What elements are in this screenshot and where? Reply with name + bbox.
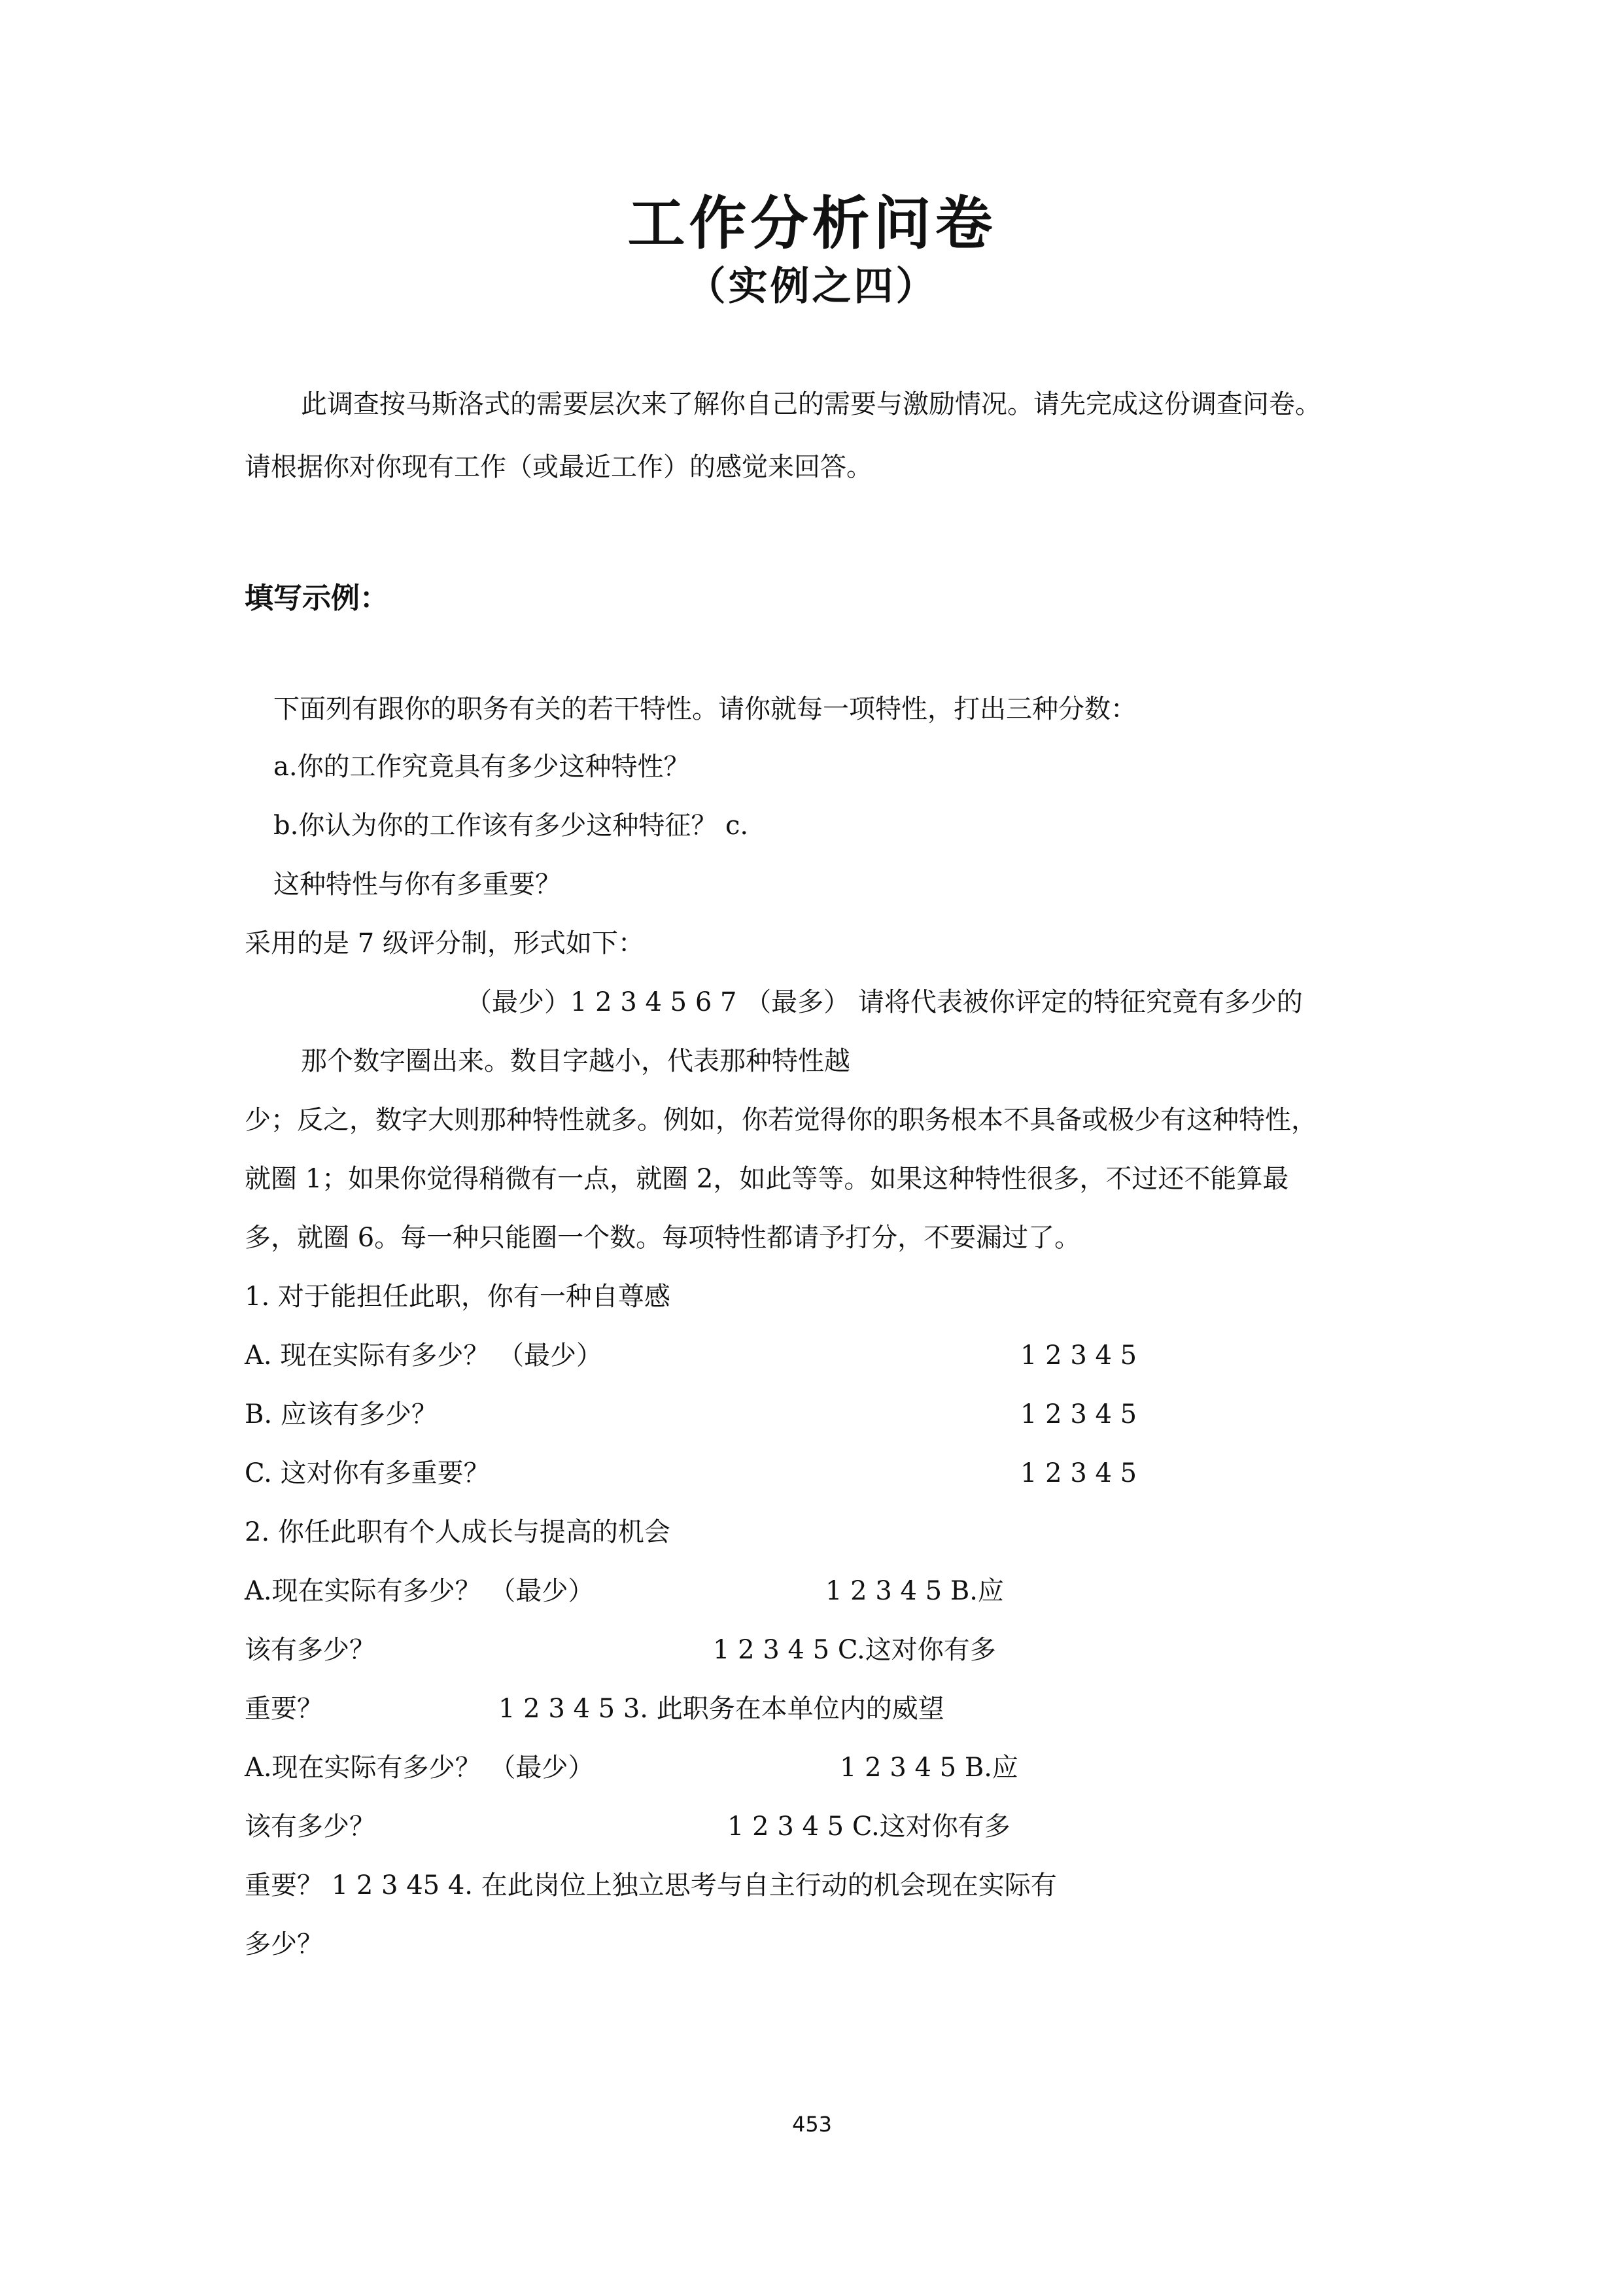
example-heading: 填写示例： (245, 582, 389, 615)
question-1-c-scale: 1 2 3 4 5 (1020, 1458, 1137, 1488)
question-3-row-1-scale: 1 2 3 4 5 B.应 (840, 1753, 1018, 1783)
question-2-row-2-label: 该有多少？ (245, 1635, 375, 1665)
question-3-row-2-label: 该有多少？ (245, 1812, 375, 1842)
question-1-title: 1. 对于能担任此职，你有一种自尊感 (245, 1282, 670, 1312)
page-number: 453 (791, 2112, 833, 2137)
question-1-b-label: B. 应该有多少？ (245, 1399, 438, 1429)
instruction-line-9: 就圈 1；如果你觉得稍微有一点，就圈 2，如此等等。如果这种特性很多，不过还不能算最 (245, 1164, 1289, 1194)
instruction-line-4: 这种特性与你有多重要？ (273, 869, 561, 900)
instruction-line-5: 采用的是 7 级评分制，形式如下： (245, 928, 644, 958)
instruction-line-8: 少；反之，数字大则那种特性就多。例如，你若觉得你的职务根本不具备或极少有这种特性， (245, 1105, 1317, 1135)
question-2-row-3-label: 重要？ (245, 1694, 323, 1724)
instruction-line-2: a.你的工作究竟具有多少这种特性？ (273, 752, 690, 782)
page-subtitle: （实例之四） (686, 264, 938, 309)
page-title: 工作分析问卷 (627, 190, 997, 257)
instruction-line-3: b.你认为你的工作该有多少这种特征？ c. (273, 811, 749, 841)
question-1-a-scale: 1 2 3 4 5 (1020, 1340, 1137, 1371)
question-3-row-2-scale: 1 2 3 4 5 C.这对你有多 (727, 1812, 1011, 1842)
question-2-row-3-scale: 1 2 3 4 5 3. 此职务在本单位内的威望 (498, 1694, 944, 1724)
intro-line-2: 请根据你对你现有工作（或最近工作）的感觉来回答。 (245, 452, 872, 482)
intro-line-1: 此调查按马斯洛式的需要层次来了解你自己的需要与激励情况。请先完成这份调查问卷。 (301, 389, 1321, 419)
question-2-title: 2. 你任此职有个人成长与提高的机会 (245, 1517, 670, 1547)
instruction-line-6: （最少）1 2 3 4 5 6 7 （最多） 请将代表被你评定的特征究竟有多少的 (466, 987, 1303, 1017)
question-3-row-1-label: A.现在实际有多少？ （最少） (245, 1753, 595, 1783)
instruction-line-1: 下面列有跟你的职务有关的若干特性。请你就每一项特性，打出三种分数： (273, 694, 1137, 724)
instruction-line-7: 那个数字圈出来。数目字越小，代表那种特性越 (301, 1046, 850, 1076)
question-1-b-scale: 1 2 3 4 5 (1020, 1399, 1137, 1429)
instruction-line-10: 多，就圈 6。每一种只能圈一个数。每项特性都请予打分，不要漏过了。 (245, 1223, 1081, 1253)
question-3-row-3: 重要？ 1 2 3 45 4. 在此岗位上独立思考与自主行动的机会现在实际有 (245, 1870, 1057, 1901)
question-2-row-1-scale: 1 2 3 4 5 B.应 (825, 1576, 1004, 1606)
question-2-row-1-label: A.现在实际有多少？ （最少） (245, 1576, 595, 1606)
question-1-a-label: A. 现在实际有多少？ （最少） (245, 1340, 603, 1371)
question-3-row-4: 多少？ (245, 1929, 323, 1959)
question-1-c-label: C. 这对你有多重要？ (245, 1458, 490, 1488)
question-2-row-2-scale: 1 2 3 4 5 C.这对你有多 (713, 1635, 996, 1665)
